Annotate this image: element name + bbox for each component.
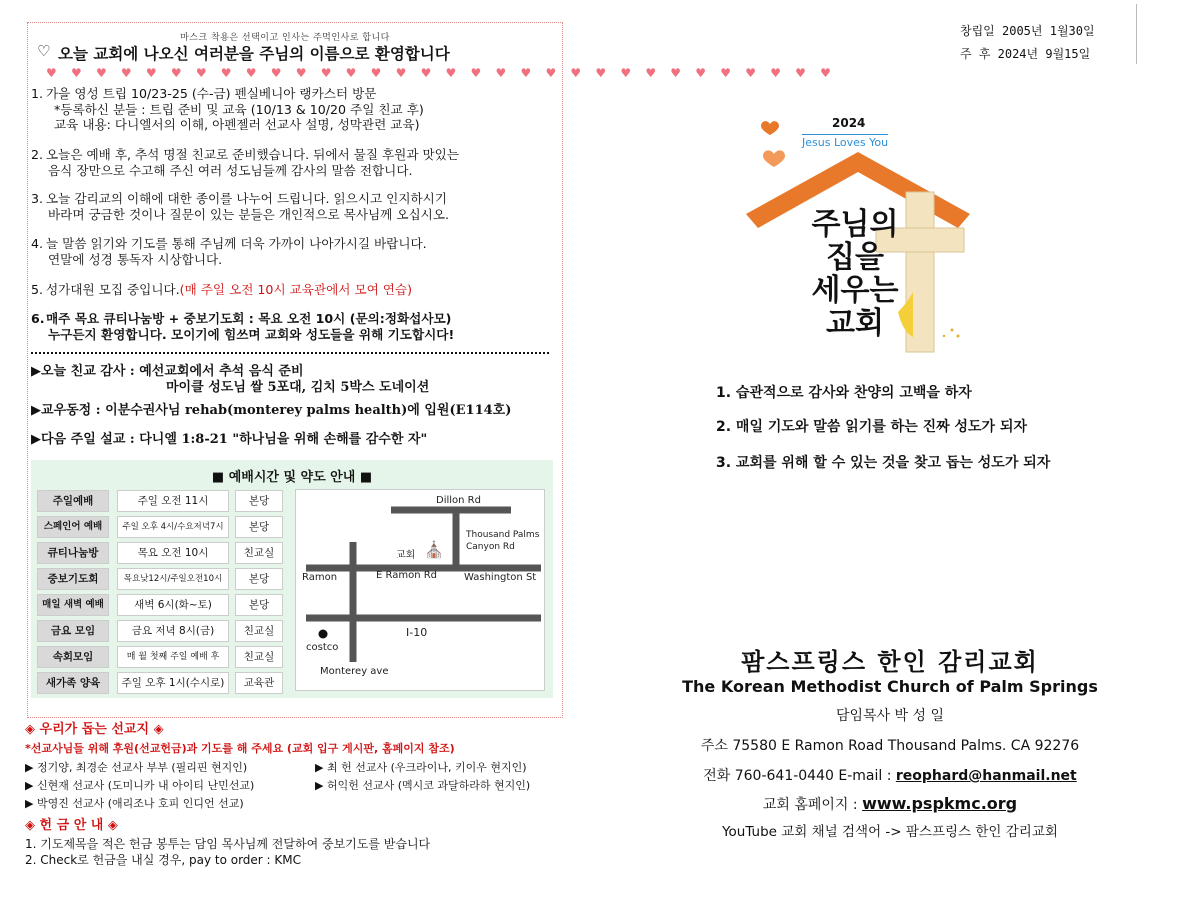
church-name-english: The Korean Methodist Church of Palm Springs xyxy=(682,677,1098,696)
offering-line-2: 2. Check로 헌금을 내실 경우, pay to order : KMC xyxy=(25,853,302,867)
heart-icon xyxy=(763,150,785,167)
notice-2: 2. 오늘은 예배 후, 추석 명절 친교로 준비했습니다. 뒤에서 물질 후원과 맛있는 음식 장만으로 수고해 주신 여러 성도님들께 감사의 말씀 전합니다. xyxy=(31,147,460,178)
missions-title: ◈ 우리가 돕는 선교지 ◈ xyxy=(25,722,164,737)
church-icon: ⛪ xyxy=(424,540,444,559)
page-corner-mark xyxy=(1136,4,1146,64)
map-label-monterey: Monterey ave xyxy=(320,666,389,677)
motto-1: 1. 습관적으로 감사와 찬양의 고백을 하자 xyxy=(716,385,972,401)
next-sermon: ▶다음 주일 설교 : 다니엘 1:8-21 "하나님을 위해 손해를 감수한 자" xyxy=(31,432,428,447)
fellowship-thanks: ▶오늘 친교 감사 : 예선교회에서 추석 음식 준비 xyxy=(31,364,304,379)
missions-subtitle: *선교사님들 위해 후원(선교헌금)과 기도를 해 주세요 (교회 입구 게시판, 홈페이지 참조) xyxy=(25,742,455,755)
welcome-title: 오늘 교회에 나오신 여러분을 주님의 이름으로 환영합니다 xyxy=(58,44,450,63)
offering-line-1: 1. 기도제목을 적은 헌금 봉투는 담임 목사님께 전달하여 중보기도를 받습니다 xyxy=(25,837,431,851)
heart-icon xyxy=(761,121,779,135)
map-label-e-ramon: E Ramon Rd xyxy=(376,570,438,581)
motto-3: 3. 교회를 위해 할 수 있는 것을 찾고 돕는 성도가 되자 xyxy=(716,455,1051,471)
homepage-line: 교회 홈페이지 : www.pspkmc.org xyxy=(762,794,1018,813)
notice-5: 5. 성가대원 모집 중입니다.(매 주일 오전 10시 교육관에서 모여 연습) xyxy=(31,282,413,297)
notice-1: 1. 가을 영성 트립 10/23-25 (수-금) 펜실베니아 랭카스터 방문 *등록하신 분들 : 트립 준비 및 교육 (10/13 & 10/20 주일 친교 후) 교육 내용: 다니엘서의 이해, 아펜젤러 선교사 설명, 성막관련 교육) xyxy=(31,86,424,132)
map-label-ramon: Ramon xyxy=(302,572,338,583)
logo-tagline: Jesus Loves You xyxy=(802,136,889,149)
map-label-thousand-palms: Thousand Palms xyxy=(466,530,540,540)
map-roads xyxy=(296,490,546,692)
map-label-washington: Washington St xyxy=(464,572,537,583)
schedule-title: ■ 예배시간 및 약도 안내 ■ xyxy=(211,470,373,485)
homepage-link[interactable]: www.pspkmc.org xyxy=(862,794,1018,813)
fellowship-thanks-line2: 마이클 성도님 쌀 5포대, 김치 5박스 도네이션 xyxy=(166,380,430,395)
founded-date: 창립일 2005년 1월30일 xyxy=(960,24,1095,38)
member-news: ▶교우동정 : 이분수권사님 rehab(monterey palms health)에 입원(E114호) xyxy=(31,403,512,418)
map-label-canyon: Canyon Rd xyxy=(466,542,515,552)
logo-year: 2024 xyxy=(832,116,866,130)
email-link[interactable]: reophard@hanmail.net xyxy=(895,768,1077,784)
church-name-korean: 팜스프링스 한인 감리교회 xyxy=(741,648,1039,676)
map-label-dillon: Dillon Rd xyxy=(436,495,481,506)
mission-item: ▶ 허익헌 선교사 (멕시코 과달하라하 현지인) xyxy=(315,779,531,792)
map-label-costco: costco xyxy=(306,642,339,653)
mission-item: ▶ 박영진 선교사 (애리조나 호피 인디언 선교) xyxy=(25,797,244,810)
notice-3: 3. 오늘 감리교의 이해에 대한 종이를 나누어 드립니다. 읽으시고 인지하시기 바라며 궁금한 것이나 질문이 있는 분들은 개인적으로 목사님께 오십시오. xyxy=(31,191,449,222)
week-date: 주 후 2024년 9월15일 xyxy=(960,47,1091,61)
youtube-line: YouTube 교회 채널 검색어 -> 팜스프링스 한인 감리교회 xyxy=(722,824,1058,840)
motto-2: 2. 매일 기도와 말씀 읽기를 하는 진짜 성도가 되자 xyxy=(716,419,1028,435)
mission-item: ▶ 신현재 선교사 (도미니카 내 아이티 난민선교) xyxy=(25,779,255,792)
hearts-divider: ♥ ♥ ♥ ♥ ♥ ♥ ♥ ♥ ♥ ♥ ♥ ♥ ♥ ♥ ♥ ♥ ♥ ♥ ♥ ♥ ♥ ♥ ♥ ♥ ♥ ♥ ♥ ♥ ♥ ♥ ♥ ♥ xyxy=(46,66,837,80)
contact-line: 전화 760-641-0440 E-mail : reophard@hanmail.net xyxy=(703,768,1077,784)
directions-map xyxy=(295,489,545,691)
church-address: 주소 75580 E Ramon Road Thousand Palms. CA 92276 xyxy=(700,738,1080,754)
church-logo xyxy=(738,112,978,362)
heart-outline-icon: ♡ xyxy=(37,42,51,60)
mask-note: 마스크 착용은 선택이고 인사는 주먹인사로 합니다 xyxy=(180,33,390,43)
costco-marker xyxy=(319,630,328,639)
map-label-church: 교회 xyxy=(396,550,416,561)
schedule-box: ■ 예배시간 및 약도 안내 ■ 주일예배 주일 오전 11시 본당 스페인어 예배 주일 오후 4시/수요저녁7시 본당 큐티나눔방 목요 오전 10시 친교실 중보기도회 목요낮12시/주일오전10시 본당 매일 새벽 예배 새벽 6시(화~토) 본당 금요 모임 금요 저녁 8시(금) 친교실 속회모임 매 월 첫째 주일 예배 후 친교실 새가족 양육 주일 오후 1시(수시로) 교육관 Dillon Rd Thousand Palms Canyon Rd 교회 ⛪ Ramon E Ramon Rd Washington St I-10 costco Monterey ave xyxy=(31,460,553,698)
mission-item: ▶ 최 헌 선교사 (우크라이나, 키이우 현지인) xyxy=(315,761,527,774)
dotted-separator xyxy=(31,352,549,354)
notice-4: 4. 늘 말씀 읽기와 기도를 통해 주님께 더욱 가까이 나아가시길 바랍니다. 연말에 성경 통독자 시상합니다. xyxy=(31,236,427,267)
map-label-i10: I-10 xyxy=(406,626,428,639)
offering-title: ◈ 헌 금 안 내 ◈ xyxy=(25,818,118,833)
logo-text: 주님의 집을 세우는 교회 xyxy=(811,207,899,341)
mission-item: ▶ 정기양, 최경순 선교사 부부 (필리핀 현지인) xyxy=(25,761,248,774)
notice-6: 6.매주 목요 큐티나눔방 + 중보기도회 : 목요 오전 10시 (문의:정화섭사모) 누구든지 환영합니다. 모이기에 힘쓰며 교회와 성도들을 위해 기도합시다! xyxy=(31,311,455,342)
pastor-name: 담임목사 박 성 일 xyxy=(835,708,945,724)
